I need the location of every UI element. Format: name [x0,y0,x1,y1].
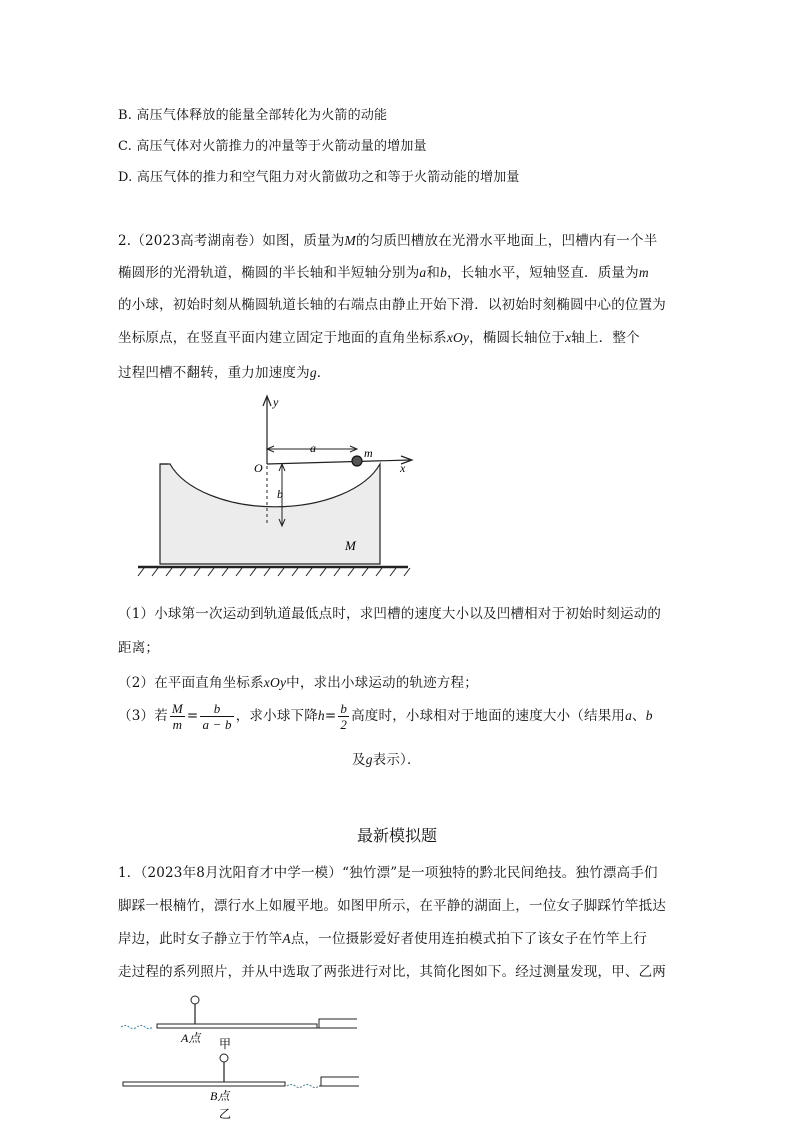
y-axis-label: y [273,395,279,409]
sim1-line2: 脚踩一根楠竹，漂行水上如履平地。如图甲所示，在平静的湖面上，一位女子脚踩竹竿抵达 [118,898,666,914]
problem2-line4: 坐标原点，在竖直平面内建立固定于地面的直角坐标系xOy，椭圆长轴位于x轴上．整个 [118,330,640,346]
problem2-line1: 2.（2023高考湖南卷）如图，质量为M的匀质凹槽放在光滑水平地面上，凹槽内有一个半 [118,233,658,249]
problem2-line5: 过程凹槽不翻转，重力加速度为g． [118,365,331,381]
sim1-line4: 走过程的系列照片，并从中选取了两张进行对比，其简化图如下。经过测量发现，甲、乙两 [118,964,666,980]
x-axis [267,460,410,464]
label-a-point: A点 [181,1031,201,1045]
pole-jia [157,1024,317,1028]
sim1-line1: 1．（2023年8月沈阳育才中学一模）“独竹漂”是一项独特的黔北民间绝技。独竹漂高手们 [118,865,658,881]
fraction-b-over-a-minus-b: $\frac{b}{a - b}$ [202,701,232,732]
problem2-line2: 椭圆形的光滑轨道，椭圆的半长轴和半短轴分别为a和b，长轴水平，短轴竖直．质量为m [118,265,649,281]
water-wave-yi [287,1085,319,1088]
bank-jia [317,1019,357,1028]
question1-line1: （1）小球第一次运动到轨道最低点时，求凹槽的速度大小以及凹槽相对于初始时刻运动的 [118,606,662,622]
water-wave-jia [121,1026,153,1029]
x-axis-label: x [400,461,406,475]
dimension-a-label: a [310,441,316,455]
label-b-point: B点 [210,1089,230,1103]
bank-yi [319,1077,359,1086]
fraction-b-over-2: $\frac{b}{2}$ [340,701,348,732]
ground-hatching [138,568,410,576]
option-d: D. 高压气体的推力和空气阻力对火箭做功之和等于火箭动能的增加量 [118,170,520,185]
question3-line2: 及g表示）． [352,752,421,768]
pole-yi [123,1082,285,1086]
person-head-jia [191,996,199,1004]
sim1-line3: 岸边，此时女子静立于竹竿A点，一位摄影爱好者使用连拍模式拍下了该女子在竹竿上行 [118,931,648,947]
fraction-M-over-m: $\frac{M}{m}$ [171,701,183,732]
question2: （2）在平面直角坐标系xOy中，求出小球运动的轨迹方程； [118,675,478,691]
figure-bamboo-pole [115,990,365,1123]
question1-line2: 距离； [118,640,160,656]
problem2-line3: 的小球，初始时刻从椭圆轨道长轴的右端点由静止开始下滑．以初始时刻椭圆中心的位置为 [118,297,666,313]
figure-ellipse-groove [130,392,420,584]
ball [352,456,362,466]
section-title: 最新模拟题 [356,826,437,845]
origin-label: O [254,461,263,475]
label-jia: 甲 [219,1037,232,1051]
label-yi: 乙 [219,1107,232,1121]
dimension-b-label: b [277,487,283,501]
ball-label: m [364,446,373,460]
option-c: C. 高压气体对火箭推力的冲量等于火箭动量的增加量 [118,139,427,154]
question3: （3）若 $\frac{M}{m}$ = $\frac{b}{a - b}$ ，求小球下降h= $\frac{b}{2}$ 高度时，小球相对于地面的速度大小（结果用a、b [118,701,653,732]
groove-mass-label: M [345,538,356,553]
option-b: B. 高压气体释放的能量全部转化为火箭的动能 [118,108,388,123]
person-head-yi [220,1054,228,1062]
